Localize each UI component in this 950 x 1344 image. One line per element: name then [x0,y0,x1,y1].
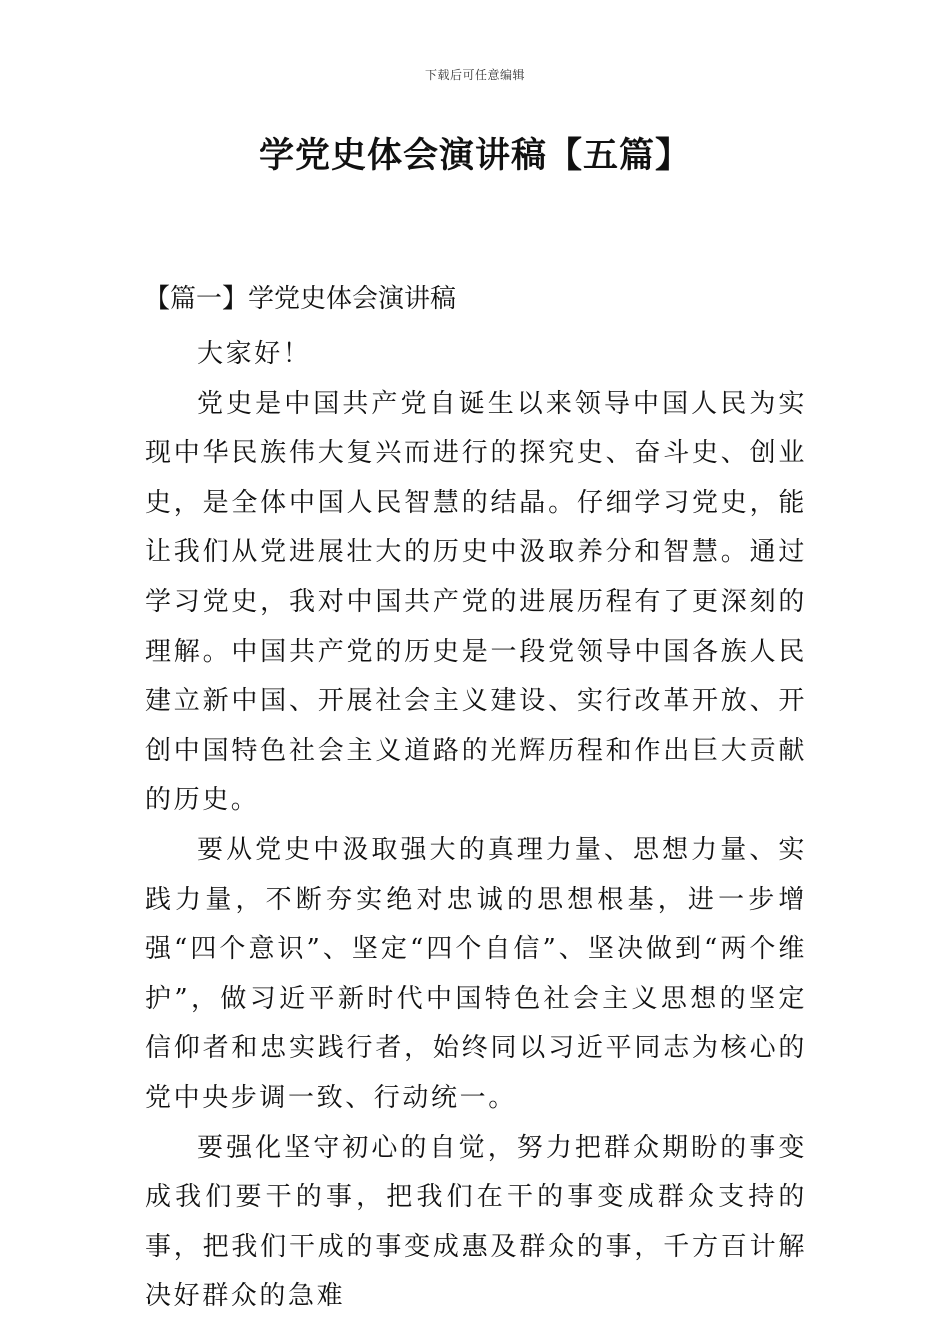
header-note: 下载后可任意编辑 [424,68,525,82]
greeting-paragraph: 大家好！ [197,339,312,369]
body-paragraph: 要从党史中汲取强大的真理力量、思想力量、实践力量，不断夯实绝对忠诚的思想根基，进一步增强“四个意识”、坚定“四个自信”、坚决做到“两个维护”，做习近平新时代中国特色社会主义思想的坚定信仰者和忠实践行者，始终同以习近平同志为核心的党中央步调一致、行动统一。 [145,834,807,1113]
body-paragraph: 党史是中国共产党自诞生以来领导中国人民为实现中华民族伟大复兴而进行的探究史、奋斗史、创业史，是全体中国人民智慧的结晶。仔细学习党史，能让我们从党进展壮大的历史中汲取养分和智慧。通过学习党史，我对中国共产党的进展历程有了更深刻的理解。中国共产党的历史是一段党领导中国各族人民建立新中国、开展社会主义建设、实行改革开放、开创中国特色社会主义道路的光辉历程和作出巨大贡献的历史。 [145,388,807,816]
document-title: 学党史体会演讲稿【五篇】 [258,135,691,176]
body-paragraph: 要强化坚守初心的自觉，努力把群众期盼的事变成我们要干的事，把我们在干的事变成群众支持的事，把我们干成的事变成惠及群众的事，千方百计解决好群众的急难 [145,1132,807,1312]
document-body [145,330,807,1322]
section-heading: 【篇一】学党史体会演讲稿 [144,284,457,314]
